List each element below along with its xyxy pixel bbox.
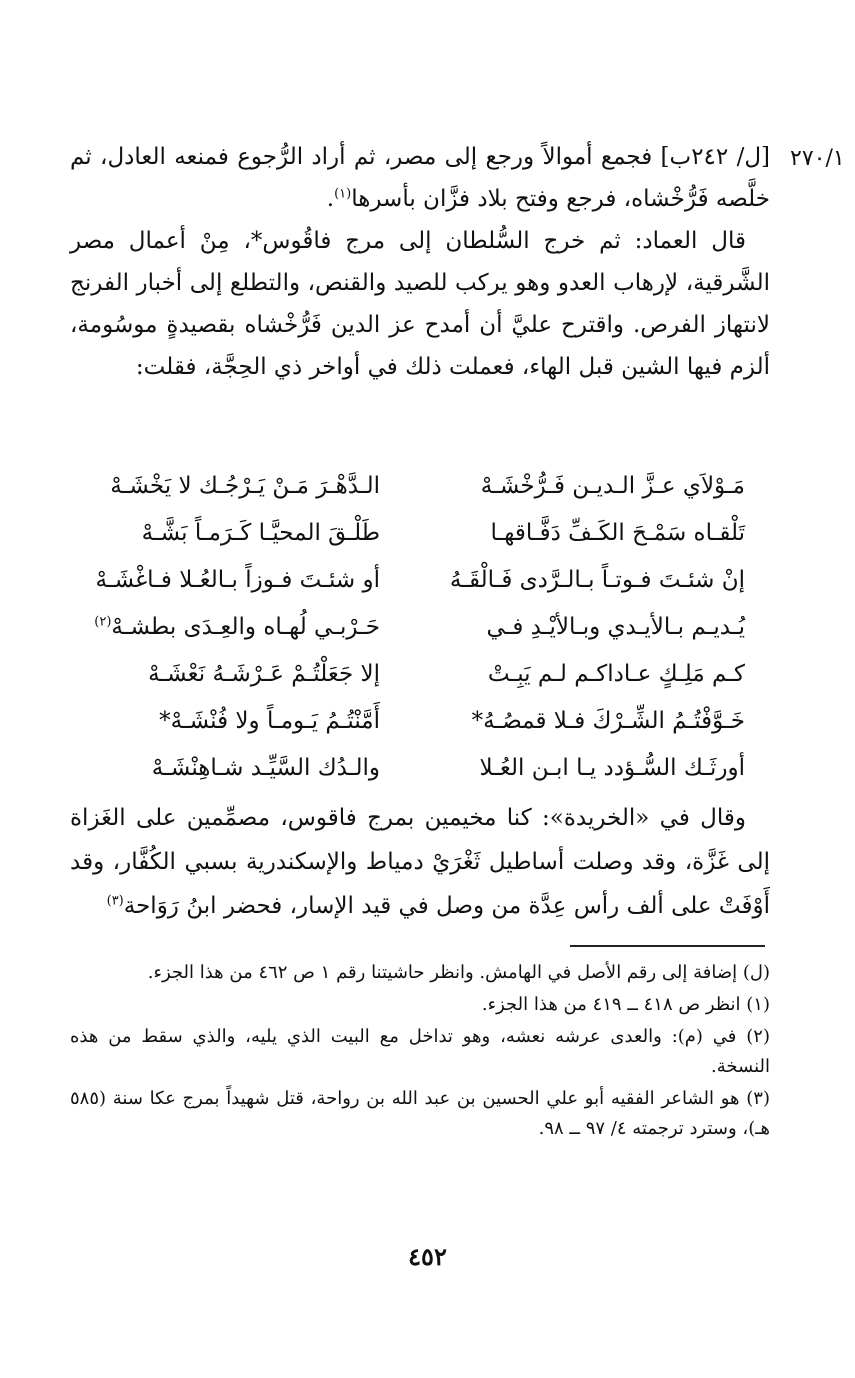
poem-verse [95,603,745,650]
footnote-separator [570,945,765,947]
verse-first-hemistich: تَلْقـاه سَمْـحَ الكَـفِّ دَفَّـاقهـا [490,519,745,546]
verse-second-hemistich: طَلْـقَ المحيَّـا كَـرَمـاً بَشَّـهْ [141,519,380,546]
verse-second-text: حَـرْبـي لُهـاه والعِـدَى بطشـهْ [111,613,380,640]
verse-second-hemistich: أَمَّنْتُـمُ يَـومـاً ولا فُنْشَـهْ* [159,707,380,734]
footnote: (٣) هو الشاعر الفقيه أبو علي الحسين بن عبد الله بن رواحة، قتل شهيداً بمرج عكا سنة (٥٨٥ هـ)، وسترد ترجمته ٤/ ٩٧ ــ ٩٨. [70,1088,770,1139]
poem-verse [95,462,745,509]
verse-first-hemistich: أورثَـك السُّـؤدد يـا ابـن العُـلا [479,754,745,781]
poem-verse [95,509,745,556]
verse-second-hemistich: أو شئـتَ فـوزاً بـالعُـلا فـاغْشَـهْ [95,566,380,593]
footnote: (ل) إضافة إلى رقم الأصل في الهامش. وانظر حاشيتنا رقم ١ ص ٤٦٢ من هذا الجزء. [147,962,770,983]
verse-second-hemistich: الـدَّهْـرَ مَـنْ يَـرْجُـك لا يَخْشَـهْ [110,472,380,499]
footnote: (٢) في (م): والعدى عرشه نعشه، وهو تداخل مع البيت الذي يليه، والذي سقط من هذه النسخة. [70,1026,770,1077]
poem-verse [95,744,745,791]
verse-second-hemistich: إلا جَعَلْتُـمْ عَـرْشَـهُ نَعْشَـهْ [148,660,380,687]
poem-verse [95,697,745,744]
verse-first-hemistich: خَـوَّفْتُـمُ الشِّـرْكَ فـلا قمصُـهُ* [471,707,745,734]
paragraph-3-text: وقال في «الخريدة»: كنا مخيمين بمرج فاقوس، مصمِّمين على الغَزاة إلى غَزَّة، وقد وصلت أساطيل ثَغْرَيْ دمياط والإسكندرية بسبي الكُفَّار، وقد أَوْفَتْ على ألف رأس عِدَّة من وصل في قيد الإسار، فحضر ابنُ رَوَاحة [70,805,770,919]
verse-first-hemistich: كـم مَلِـكٍ عـاداكـم لـم يَبِـتْ [487,660,745,687]
note-marker-1: (١) [334,186,352,202]
paragraph-1-text: [ل/ ٢٤٢ب] فجمع أموالاً ورجع إلى مصر، ثم أراد الرُّجوع فمنعه العادل، ثم خلَّصه فَرُّخْشاه، فرجع وفتح بلاد فزَّان بأسرها [70,144,770,212]
main-text [70,136,770,388]
verse-first-hemistich: إنْ شئـتَ فـوتـاً بـالـرَّدى فَـالْقَـهُ [449,566,745,593]
verse-first-hemistich: مَـوْلاَي عـزَّ الـديـن فَـرُّخْشَـهْ [480,472,745,499]
footnote: (١) انظر ص ٤١٨ ــ ٤١٩ من هذا الجزء. [481,994,770,1015]
verse-second-hemistich [95,614,420,640]
margin-reference: ٢٧٠/١ [790,146,845,171]
poem-verse [95,650,745,697]
paragraph-1-tail: . [326,186,335,212]
note-marker-2: (٢) [94,613,112,629]
paragraph-2: قال العماد: ثم خرج السُّلطان إلى مرج فاقُوس*، مِنْ أعمال مصر الشَّرقية، لإرهاب العدو وهو يركب للصيد والقنص، والتطلع إلى أخبار الفرنج لانتهاز الفرص. واقترح عليَّ أن أمدح عز الدين فَرُّخْشاه بقصيدةٍ موسُومة، ألزم فيها الشين قبل الهاء، فعملت ذلك في أواخر ذي الحِجَّة، فقلت: [70,228,770,380]
page-number: ٤٥٢ [408,1242,447,1271]
verse-second-hemistich: والـدُك السَّيِّـد شـاهِنْشَـهْ [151,754,380,781]
paragraph-3 [70,796,770,928]
poem-verse [95,556,745,603]
verse-first-hemistich: يُـديـم بـالأيـدي وبـالأيْـدِ فـي [486,613,745,640]
poem [95,462,745,791]
footnotes [70,958,770,1146]
paragraph-1 [70,136,770,220]
note-marker-3: (٣) [106,893,124,909]
